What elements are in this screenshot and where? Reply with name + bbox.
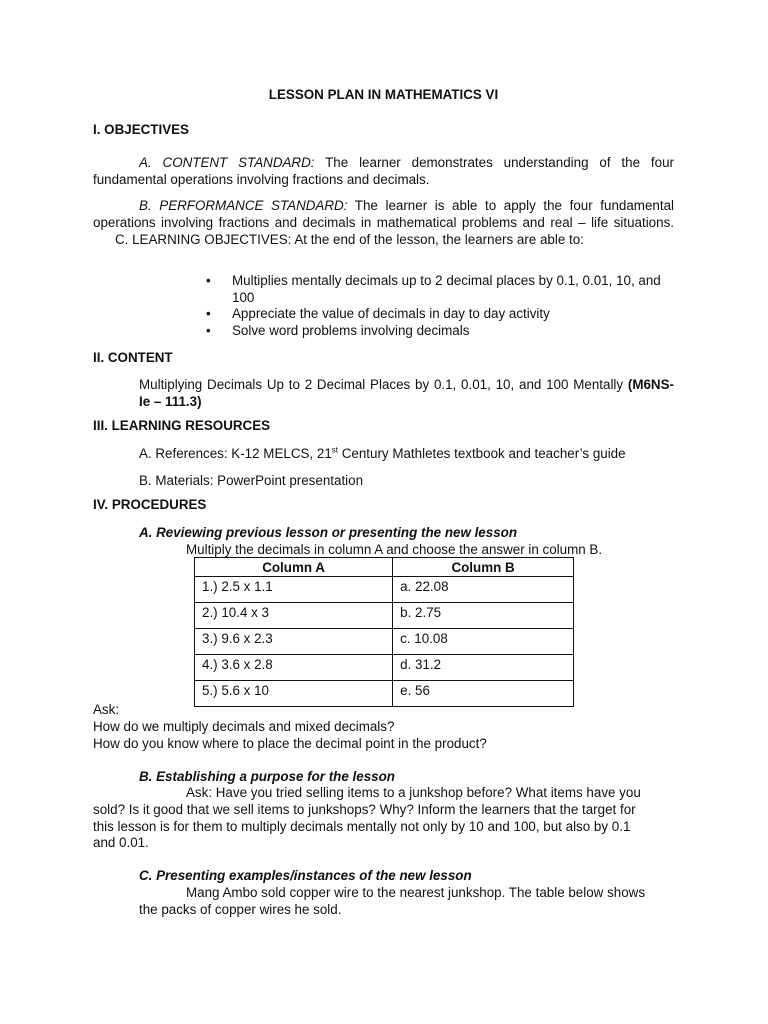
content-text: Multiplying Decimals Up to 2 Decimal Places by 0.1, 0.01, 10, and 100 Mentally — [139, 377, 628, 392]
table-row — [195, 629, 574, 655]
page-title: LESSON PLAN IN MATHEMATICS VI — [268, 87, 499, 102]
content-code: (M6NS- Ie – 111.3) — [139, 377, 674, 409]
procedure-c-line: Mang Ambo sold copper wire to the nearest junkshop. The table below shows — [186, 885, 646, 900]
table-header-row — [195, 558, 574, 577]
procedure-b-line: and 0.01. — [93, 835, 149, 850]
procedure-c-line: the packs of copper wires he sold. — [139, 902, 342, 917]
table-row — [195, 681, 574, 707]
learning-objectives-text: C. LEARNING OBJECTIVES: At the end of the lesson, the learners are able to: — [115, 232, 584, 247]
column-matching-table — [194, 557, 574, 707]
procedure-b-line: sold? Is it good that we sell items to junkshops? Why? Inform the learners that the target for — [93, 802, 636, 817]
table-cell: 3.) 9.6 x 2.3 — [195, 629, 393, 655]
table-row — [195, 577, 574, 603]
content-standard-text: The learner demonstrates understanding of the four fundamental operations involving fractions and decimals. — [93, 155, 674, 187]
bullet-icon: • — [206, 322, 211, 338]
procedure-b-heading: B. Establishing a purpose for the lesson — [139, 769, 395, 784]
resources-heading: III. LEARNING RESOURCES — [93, 418, 271, 433]
ask-question-1: How do we multiply decimals and mixed decimals? — [93, 719, 395, 734]
table-cell: 2.) 10.4 x 3 — [195, 603, 393, 629]
content-standard-label: A. CONTENT STANDARD: — [139, 155, 315, 170]
objectives-bullet-list — [206, 273, 674, 339]
materials-line: B. Materials: PowerPoint presentation — [139, 473, 364, 488]
table-cell: a. 22.08 — [393, 577, 574, 603]
performance-standard — [93, 197, 674, 248]
table-row — [195, 655, 574, 681]
procedure-a-instruction: Multiply the decimals in column A and choose the answer in column B. — [186, 542, 603, 557]
content-standard — [93, 154, 674, 188]
table-cell: 1.) 2.5 x 1.1 — [195, 577, 393, 603]
references-line: A. References: K-12 MELCS, 21st Century Mathletes textbook and teacher’s guide — [139, 445, 626, 461]
content-text-block — [139, 376, 674, 410]
table-row — [195, 603, 574, 629]
ask-question-2: How do you know where to place the decimal point in the product? — [93, 736, 487, 751]
table-cell: e. 56 — [393, 681, 574, 707]
procedure-b-line: this lesson is for them to multiply decimals mentally not only by 10 and 100, but also by 0.1 — [93, 819, 631, 834]
table-cell: d. 31.2 — [393, 655, 574, 681]
bullet-icon: • — [206, 273, 211, 288]
column-a-header: Column A — [195, 558, 393, 577]
table-cell: b. 2.75 — [393, 603, 574, 629]
performance-standard-label: B. PERFORMANCE STANDARD: — [139, 198, 348, 213]
procedure-b-line: Ask: Have you tried selling items to a junkshop before? What items have you — [186, 785, 641, 800]
table-cell: 4.) 3.6 x 2.8 — [195, 655, 393, 681]
column-b-header: Column B — [393, 558, 574, 577]
list-item: • Multiplies mentally decimals up to 2 decimal places by 0.1, 0.01, 10, and 100 — [206, 273, 661, 305]
list-item: • Solve word problems involving decimals — [206, 322, 470, 338]
content-heading: II. CONTENT — [93, 350, 173, 365]
list-item: • Appreciate the value of decimals in day to day activity — [206, 306, 550, 321]
procedure-a-heading: A. Reviewing previous lesson or presenting the new lesson — [139, 525, 518, 540]
ask-label: Ask: — [93, 702, 120, 717]
bullet-icon: • — [206, 306, 211, 321]
performance-standard-text: The learner is able to apply the four fundamental operations involving fractions and decimals in mathematical problems and real – life situations. — [93, 198, 674, 230]
table-cell: 5.) 5.6 x 10 — [195, 681, 393, 707]
procedure-c-heading: C. Presenting examples/instances of the new lesson — [139, 868, 472, 883]
objectives-heading: I. OBJECTIVES — [93, 122, 189, 137]
procedures-heading: IV. PROCEDURES — [93, 497, 207, 512]
table-cell: c. 10.08 — [393, 629, 574, 655]
